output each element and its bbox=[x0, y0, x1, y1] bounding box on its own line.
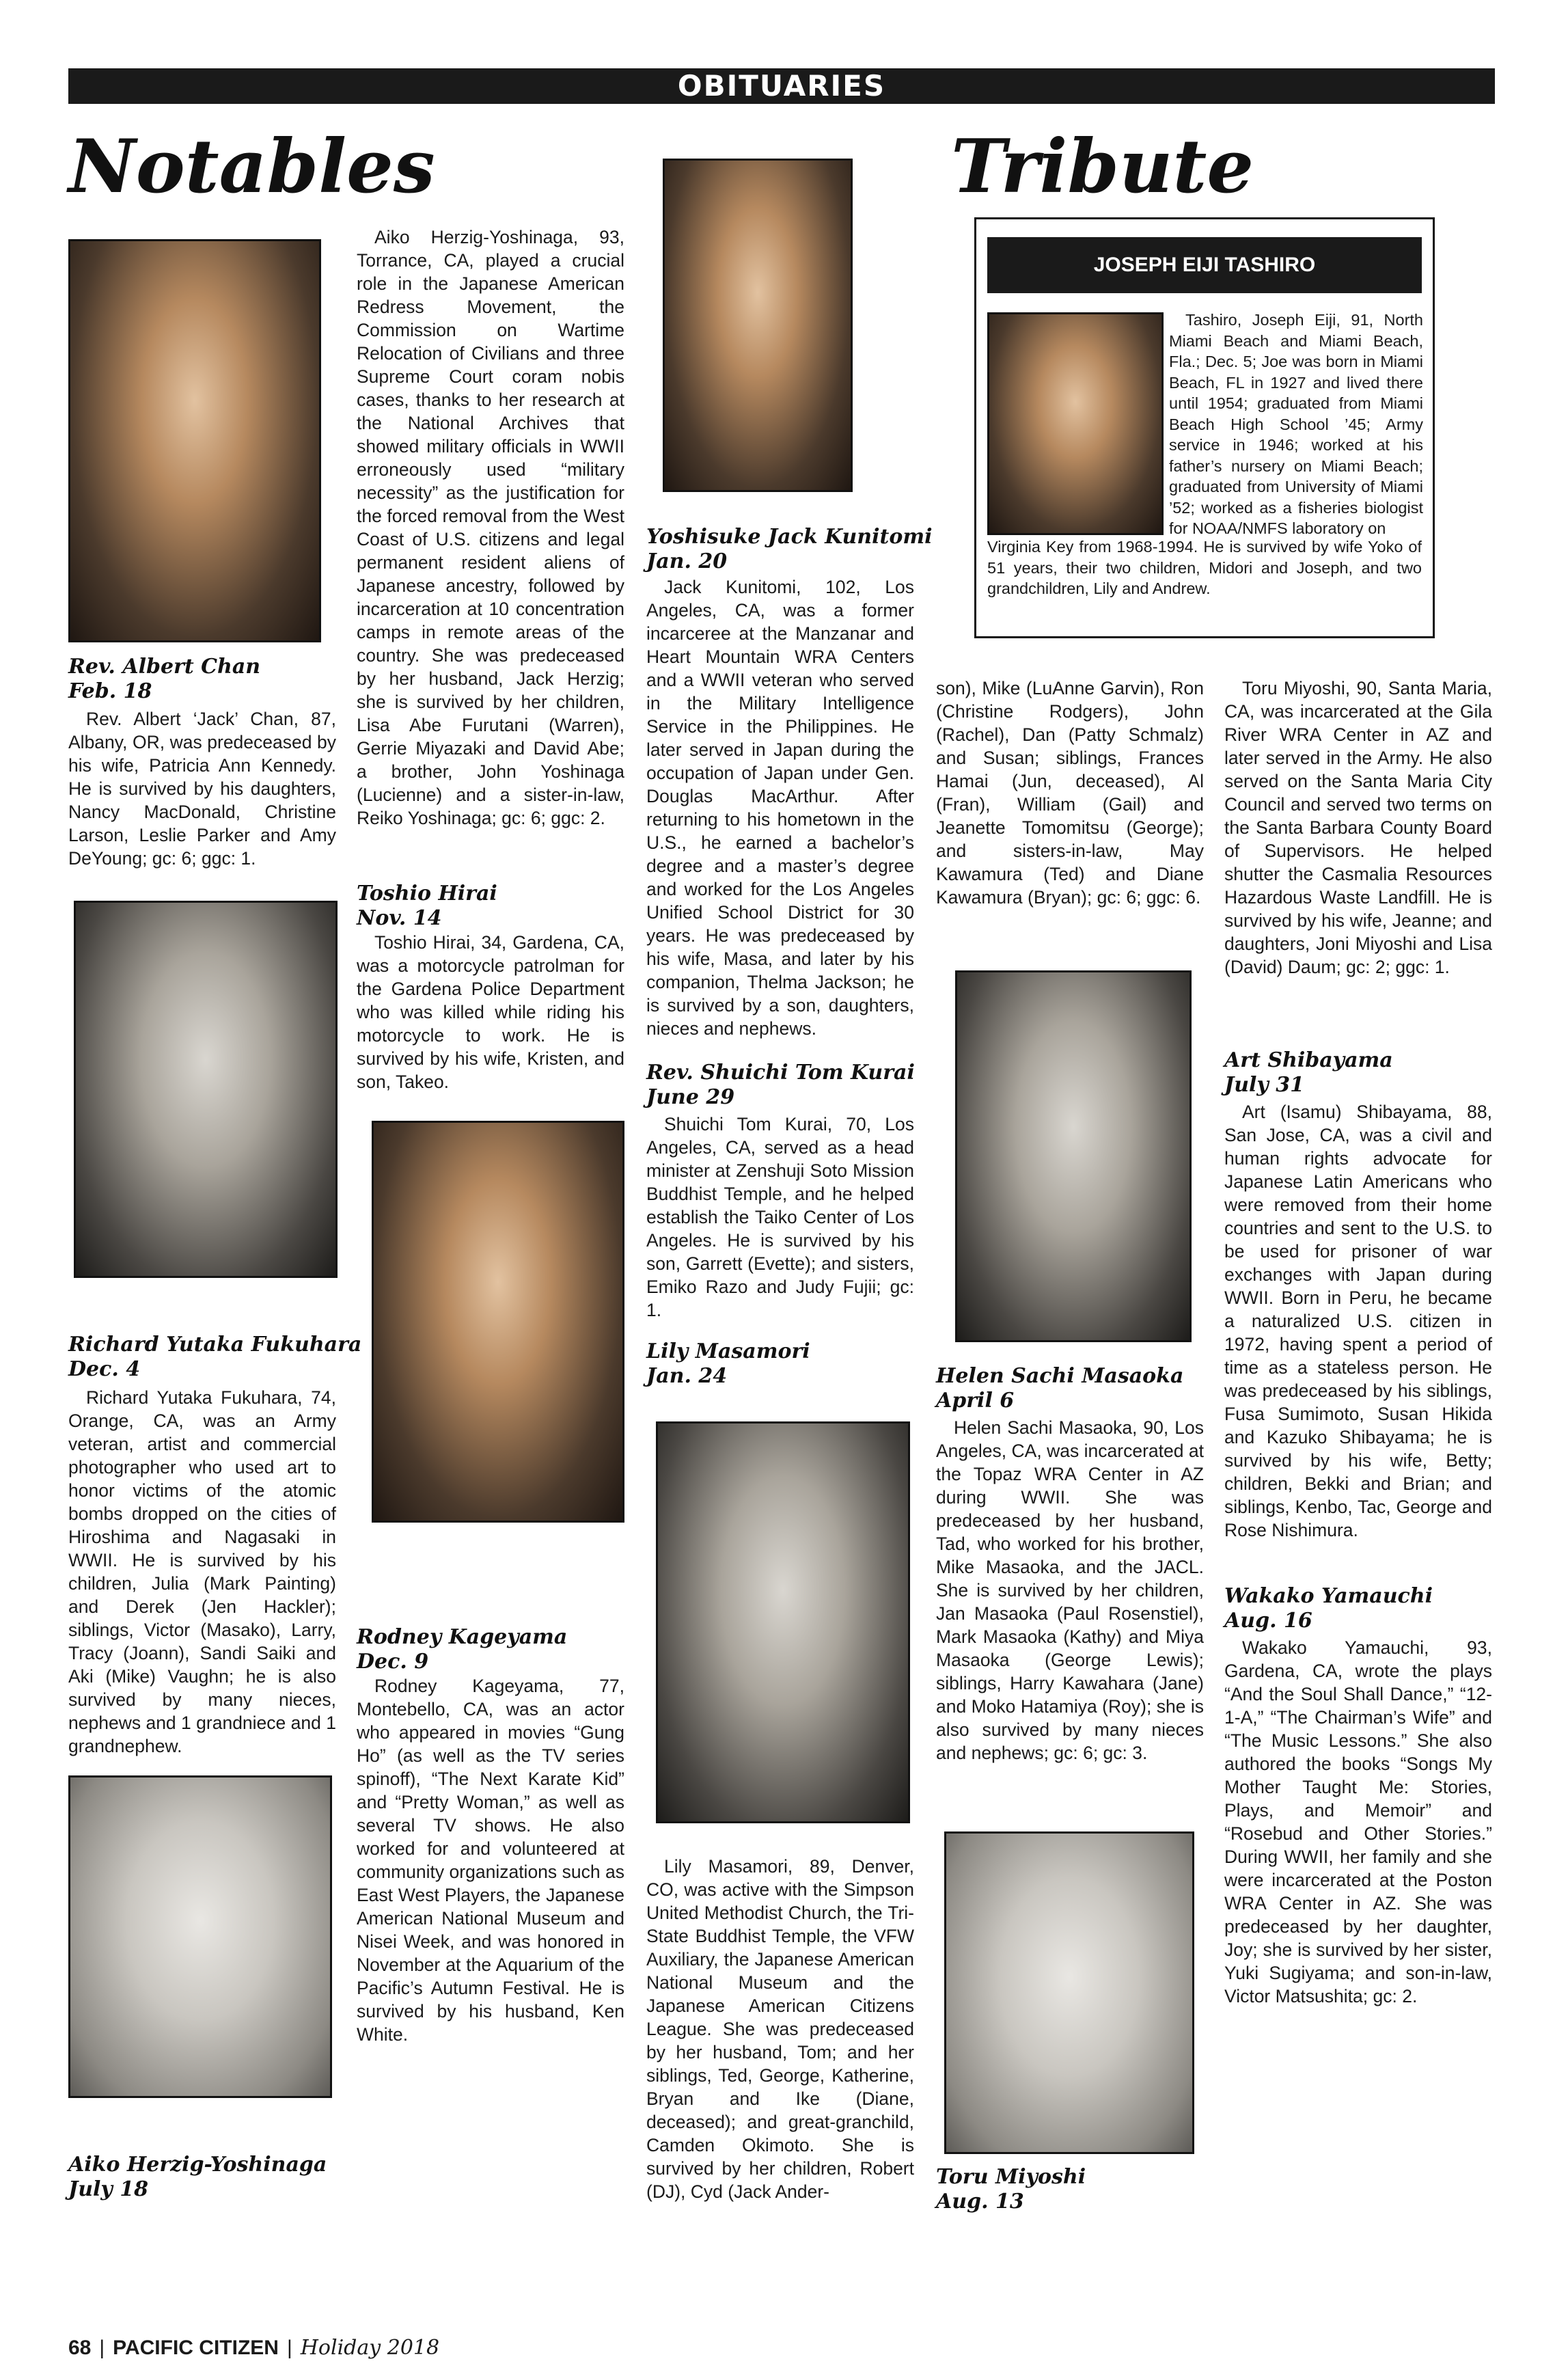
albert-chan-text: Rev. Albert ‘Jack’ Chan, 87, Albany, OR, was predeceased by his wife, Patricia Ann Kennedy. He is survived by his daughters, Nancy MacDonald, Christine Larson, Leslie Parker and Amy DeYoung; gc: 6; ggc: 1. bbox=[68, 709, 336, 869]
obituary-date: Dec. 4 bbox=[68, 1357, 141, 1381]
aiko-herzig-yoshinaga-photo bbox=[68, 1775, 332, 2098]
obituary-name: Wakako Yamauchi bbox=[1224, 1584, 1433, 1608]
aiko-herzig-yoshinaga-text: Aiko Herzig-Yoshinaga, 93, Torrance, CA, played a crucial role in the Japanese American Redress Movement, the Commission on Wartime Relocation of Civilians and three Supreme Court coram nobis cases, thanks to her research at the National Archives that showed military officials in WWII erroneously used “military necessity” as the justification for the forced removal from the West Coast of U.S. citizens and legal permanent resident aliens of Japanese ancestry, followed by incarceration at 10 concentration camps in remote areas of the country. She was predeceased by her husband, Jack Herzig; she is survived by her children, Lisa Abe Furutani (Warren), Gerrie Miyazaki and David Abe; a brother, John Yoshinaga (Lucienne) and a sister-in-law, Reiko Yoshinaga; gc: 6; ggc: 2. bbox=[357, 227, 624, 828]
tribute-text-full: Virginia Key from 1968-1994. He is survived by wife Yoko of 51 years, their two children, Midori and Joseph, and two grandchildren, Lily and Andrew. bbox=[987, 538, 1422, 597]
obituary-date: Jan. 20 bbox=[646, 549, 728, 573]
jack-kunitomi-photo bbox=[663, 159, 853, 492]
helen-masaoka-photo bbox=[955, 970, 1192, 1342]
lily-masamori-text-continued: son), Mike (LuAnne Garvin), Ron (Christine Rodgers), John (Rachel), Dan (Patty Schmalz) and Susan; siblings, Frances Hamai (Jun, deceased), Al (Fran), William (Gail) and Jeanette Tomomitsu (George); and sisters-in-law, May Kawamura (Ted) and Diane Kawamura (Bryan); gc: 6; ggc: 6. bbox=[936, 678, 1204, 908]
obituary-name: Helen Sachi Masaoka bbox=[936, 1364, 1184, 1388]
jack-kunitomi-name bbox=[646, 525, 933, 574]
rodney-kageyama-text: Rodney Kageyama, 77, Montebello, CA, was an actor who appeared in movies “Gung Ho” (as well as the TV series spinoff), “The Next Karate Kid” and “Pretty Woman,” as well as several TV shows. He also worked for and volunteered at community organizations such as East West Players, the Japanese American National Museum and Nisei Week, and was honored in November at the Aquarium of the Pacific’s Autumn Festival. He is survived by his husband, Ken White. bbox=[357, 1676, 624, 2045]
richard-fukuhara-name bbox=[68, 1333, 361, 1382]
wakako-yamauchi-name bbox=[1224, 1584, 1433, 1633]
obituary-name: Toshio Hirai bbox=[357, 882, 497, 905]
obituary-date: Aug. 16 bbox=[1224, 1609, 1312, 1633]
toru-miyoshi-photo bbox=[944, 1831, 1194, 2154]
lily-masamori-name bbox=[646, 1339, 810, 1389]
obituary-name: Rev. Shuichi Tom Kurai bbox=[646, 1061, 915, 1085]
edition-label: Holiday 2018 bbox=[300, 2336, 440, 2360]
obituary-date: July 31 bbox=[1224, 1073, 1305, 1097]
obituary-date: Dec. 9 bbox=[357, 1650, 429, 1674]
obituary-name: Art Shibayama bbox=[1224, 1048, 1393, 1072]
page-number: 68 bbox=[68, 2337, 92, 2359]
rodney-kageyama-name bbox=[357, 1625, 567, 1674]
tom-kurai-name bbox=[646, 1061, 915, 1110]
obituary-name: Rodney Kageyama bbox=[357, 1625, 568, 1649]
publication-name: PACIFIC CITIZEN bbox=[113, 2337, 279, 2359]
helen-masaoka-text: Helen Sachi Masaoka, 90, Los Angeles, CA, was incarcerated at the Topaz WRA Center in AZ during WWII. She was predeceased by her husband, Tad, who worked for his brother, Mike Masaoka, and the JACL. She is survived by her children, Jan Masaoka (Paul Rosenstiel), Mark Masaoka (Kathy) and Miya Masaoka (George Lewis); siblings, Harry Kawahara (Jane) and Moko Hatamiya (Roy); she is also survived by many nieces and nephews; gc: 6; gc: 3. bbox=[936, 1417, 1204, 1763]
obituary-name: Yoshisuke Jack Kunitomi bbox=[646, 525, 933, 549]
aiko-herzig-yoshinaga-name bbox=[68, 2153, 327, 2202]
obituary-name: Toru Miyoshi bbox=[936, 2165, 1086, 2189]
jack-kunitomi-text: Jack Kunitomi, 102, Los Angeles, CA, was a former incarceree at the Manzanar and Heart Mountain WRA Centers and a WWII veteran who served in the Military Intelligence Service in the Philippines. He later served in Japan during the occupation of Japan under Gen. Douglas MacArthur. After returning to his hometown in the U.S., he earned a bachelor’s degree and a master’s degree and worked for the Los Angeles Unified School District for 30 years. He was predeceased by his wife, Masa, and later by his companion, Thelma Jackson; he is survived by a son, daughters, nieces and nephews. bbox=[646, 577, 914, 1039]
obituary-date: June 29 bbox=[646, 1085, 735, 1109]
art-shibayama-name bbox=[1224, 1048, 1393, 1098]
tribute-heading: Tribute bbox=[951, 124, 1254, 210]
albert-chan-name bbox=[68, 655, 260, 704]
obituary-date: Nov. 14 bbox=[357, 906, 442, 930]
art-shibayama-text: Art (Isamu) Shibayama, 88, San Jose, CA, was a civil and human rights advocate for Japanese Latin Americans who were removed from their home countries and sent to the U.S. to be used for prisoner of war exchanges with Japan during WWII. Born in Peru, he became a naturalized U.S. citizen in 1972, having spent a period of time as a stateless person. He was predeceased by his siblings, Fusa Sumimoto, Susan Hikida and Kazuko Shibayama; he is survived by his wife, Betty; children, Bekki and Brian; and siblings, Kenbo, Tac, George and Rose Nishimura. bbox=[1224, 1102, 1492, 1540]
lily-masamori-text: Lily Masamori, 89, Denver, CO, was active with the Simpson United Methodist Church, the Tri-State Buddhist Temple, the VFW Auxiliary, the Japanese American National Museum and the Japanese American Citizens League. She was predeceased by her husband, Tom; and her siblings, Ted, George, Katherine, Bryan and Ike (Diane, deceased); and great-granchild, Camden Okimoto. She is survived by her children, Robert (DJ), Cyd (Jack Ander- bbox=[646, 1856, 914, 2202]
tribute-box bbox=[974, 217, 1435, 638]
rodney-kageyama-photo bbox=[372, 1121, 624, 1523]
lily-masamori-photo bbox=[656, 1421, 910, 1823]
obituary-date: July 18 bbox=[68, 2177, 149, 2201]
obituary-date: Jan. 24 bbox=[646, 1364, 728, 1388]
richard-fukuhara-text: Richard Yutaka Fukuhara, 74, Orange, CA, was an Army veteran, artist and commercial photographer who used art to honor victims of the atomic bombs dropped on the cities of Hiroshima and Nagasaki in WWII. He is survived by his children, Julia (Mark Painting) and Derek (Jen Hackler); siblings, Victor (Masako), Larry, Tracy (Joann), Sandi Saiki and Aki (Mike) Vaughn; he is also survived by many nieces, nephews and 1 grandniece and 1 grandnephew. bbox=[68, 1387, 336, 1756]
richard-fukuhara-photo bbox=[74, 901, 338, 1278]
obituaries-banner: OBITUARIES bbox=[68, 68, 1495, 104]
page-footer: 68 | PACIFIC CITIZEN | Holiday 2018 bbox=[68, 2336, 440, 2360]
tribute-text-side: Tashiro, Joseph Eiji, 91, North Miami Beach and Miami Beach, Fla.; Dec. 5; Joe was born in Miami Beach, FL in 1927 and lived there until 1954; graduated from Miami Beach High School ’45; Army service in 1946; worked at his father’s nursery on Miami Beach; graduated from University of Miami ’52; worked as a fisheries biologist for NOAA/NMFS laboratory on bbox=[1169, 311, 1423, 537]
obituary-date: April 6 bbox=[936, 1389, 1015, 1413]
toru-miyoshi-text: Toru Miyoshi, 90, Santa Maria, CA, was incarcerated at the Gila River WRA Center in AZ and later served in the Army. He also served on the Santa Maria City Council and served two terms on the Santa Barbara County Board of Supervisors. He helped shutter the Casmalia Resources Hazardous Waste Landfill. He is survived by his wife, Jeanne; and daughters, Joni Miyoshi and Lisa (David) Daum; gc: 2; ggc: 1. bbox=[1224, 678, 1492, 977]
toshio-hirai-text: Toshio Hirai, 34, Gardena, CA, was a motorcycle patrolman for the Gardena Police Department who was killed while riding his motorcycle to work. He is survived by his wife, Kristen, and son, Takeo. bbox=[357, 932, 624, 1092]
toshio-hirai-name bbox=[357, 882, 497, 931]
obituary-date: Feb. 18 bbox=[68, 679, 152, 703]
obituary-name: Richard Yutaka Fukuhara bbox=[68, 1333, 362, 1357]
obituary-name: Lily Masamori bbox=[646, 1339, 810, 1363]
joseph-tashiro-photo bbox=[987, 312, 1164, 535]
toru-miyoshi-name bbox=[936, 2165, 1086, 2214]
albert-chan-photo bbox=[68, 239, 321, 642]
obituary-name: Aiko Herzig-Yoshinaga bbox=[68, 2153, 327, 2177]
obituary-date: Aug. 13 bbox=[936, 2190, 1024, 2214]
wakako-yamauchi-text: Wakako Yamauchi, 93, Gardena, CA, wrote the plays “And the Soul Shall Dance,” “12-1-A,” “The Chairman’s Wife” and “The Music Lessons.” She also authored the books “Songs My Mother Taught Me: Stories, Plays, and Memoir” and “Rosebud and Other Stories.” During WWII, her family and she were incarcerated at the Poston WRA Center in AZ. She was predeceased by her daughter, Joy; she is survived by her sister, Yuki Sugiyama; and son-in-law, Victor Matsushita; gc: 2. bbox=[1224, 1637, 1492, 2006]
notables-heading: Notables bbox=[68, 124, 435, 210]
obituary-name: Rev. Albert Chan bbox=[68, 655, 261, 679]
helen-masaoka-name bbox=[936, 1364, 1183, 1413]
tribute-name-bar: JOSEPH EIJI TASHIRO bbox=[987, 237, 1422, 293]
tom-kurai-text: Shuichi Tom Kurai, 70, Los Angeles, CA, served as a head minister at Zenshuji Soto Mission Buddhist Temple, and he helped establish the Taiko Center of Los Angeles. He is survived by his son, Garrett (Evette); and sisters, Emiko Razo and Judy Fujii; gc: 1. bbox=[646, 1114, 914, 1320]
